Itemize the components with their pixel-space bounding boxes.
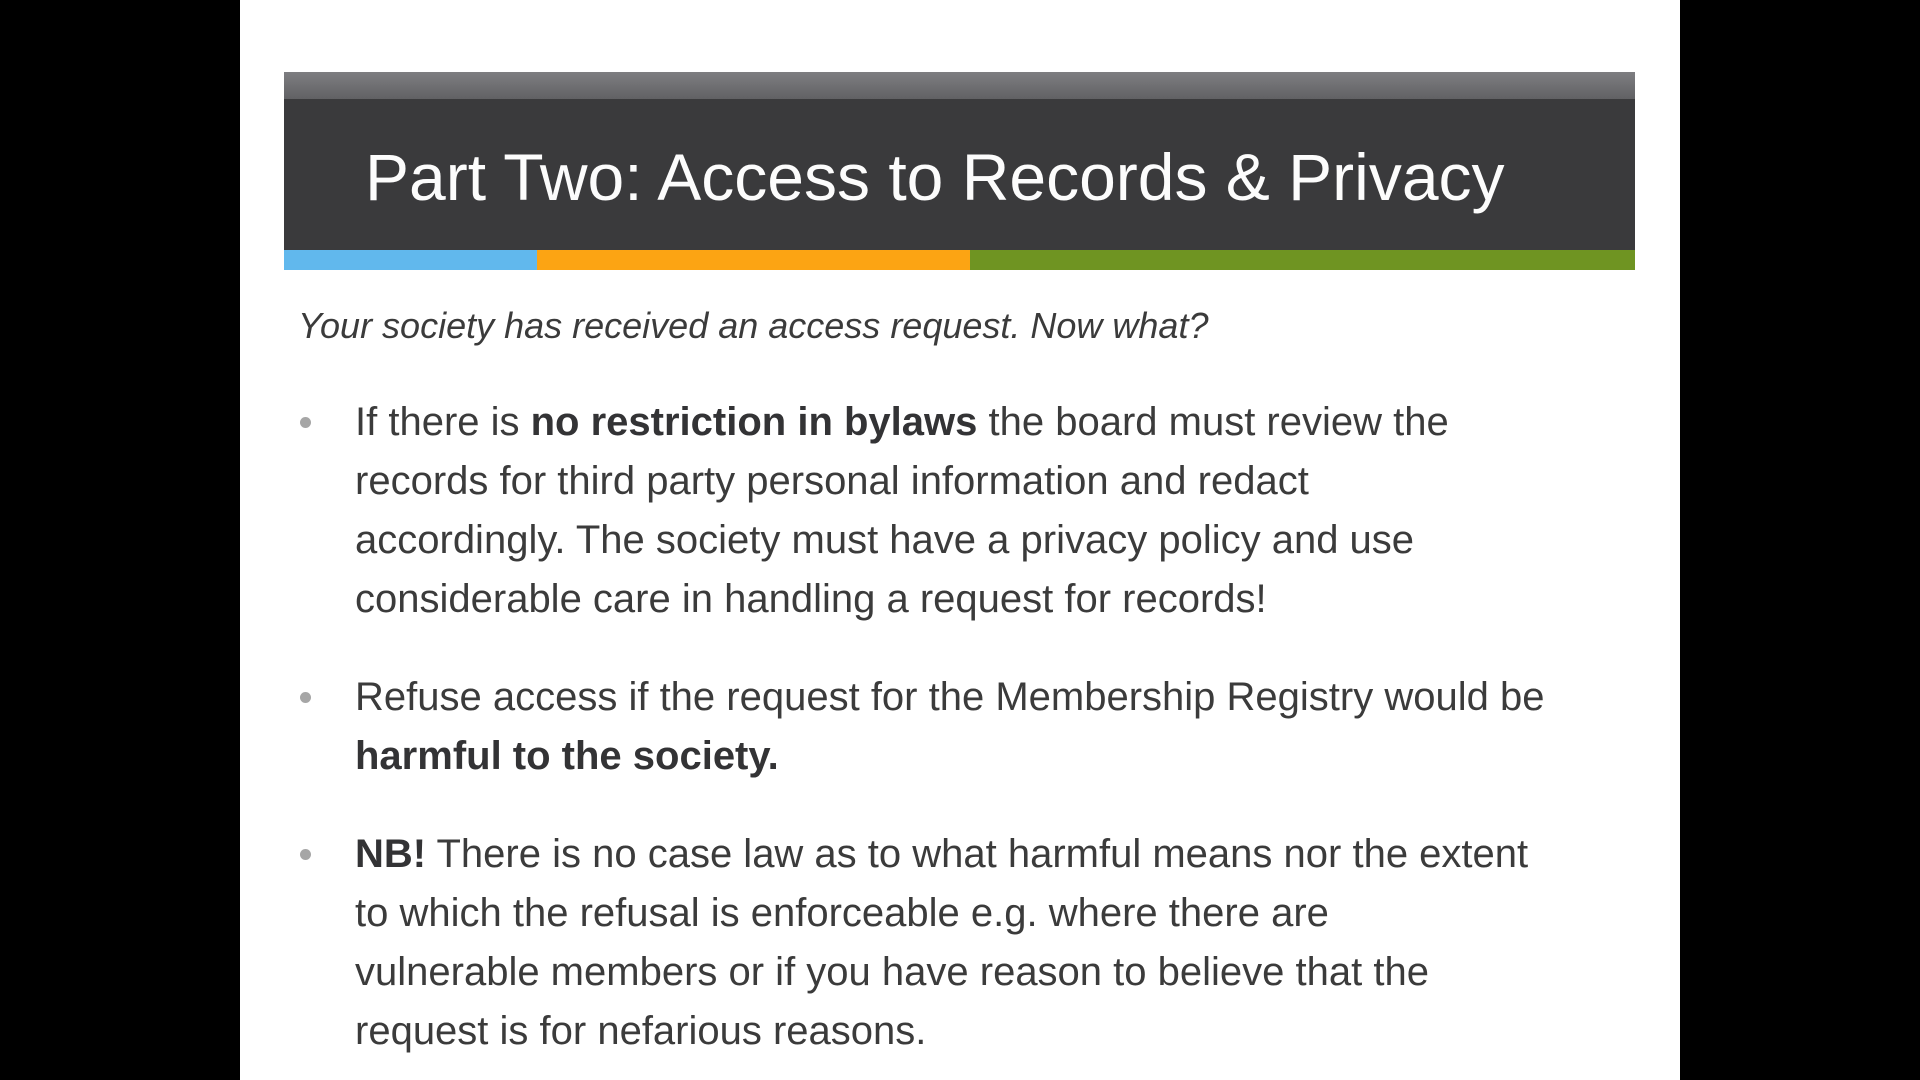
intro-line: Your society has received an access request. Now what? <box>298 305 1209 346</box>
header-accent-strip <box>284 72 1635 99</box>
bullet-dot <box>300 417 311 428</box>
bullet-item-2 <box>240 668 1680 786</box>
bullet-dot <box>300 849 311 860</box>
bullet-list <box>240 393 1680 1080</box>
text-segment: records for third party personal information and redact <box>355 459 1309 503</box>
accent-stripe <box>284 250 1635 270</box>
text-segment-bold: no restriction in bylaws <box>530 400 978 444</box>
bullet-line <box>355 825 1680 884</box>
text-segment: the board must review the <box>977 400 1449 444</box>
letterbox-right <box>1680 0 1920 1080</box>
text-segment: There is no case law as to what harmful means nor the extent <box>426 832 1529 876</box>
slide <box>240 0 1680 1080</box>
bullet-line <box>355 393 1680 452</box>
bullet-line <box>355 452 1680 511</box>
text-segment: request is for nefarious reasons. <box>355 1009 927 1053</box>
bullet-line <box>355 943 1680 1002</box>
slide-title: Part Two: Access to Records & Privacy <box>365 140 1505 214</box>
text-segment: Refuse access if the request for the Membership Registry would be <box>355 675 1545 719</box>
text-segment: If there is <box>355 400 531 444</box>
text-segment-bold: harmful to the society. <box>355 734 779 778</box>
header-title-bar <box>284 99 1635 250</box>
text-segment: to which the refusal is enforceable e.g. where there are <box>355 891 1329 935</box>
bullet-dot <box>300 692 311 703</box>
accent-stripe-orange <box>537 250 970 270</box>
bullet-line <box>355 511 1680 570</box>
bullet-line <box>355 668 1680 727</box>
letterbox-left <box>0 0 240 1080</box>
accent-stripe-green <box>970 250 1635 270</box>
text-segment-bold: NB! <box>355 832 427 876</box>
bullet-line <box>355 727 1680 786</box>
text-segment: considerable care in handling a request for records! <box>355 577 1267 621</box>
slide-header <box>284 72 1635 270</box>
bullet-line <box>355 1002 1680 1061</box>
bullet-line <box>355 884 1680 943</box>
accent-stripe-blue <box>284 250 537 270</box>
text-segment: vulnerable members or if you have reason to believe that the <box>355 950 1429 994</box>
text-segment: accordingly. The society must have a privacy policy and use <box>355 518 1415 562</box>
bullet-item-1 <box>240 393 1680 629</box>
bullet-item-3 <box>240 825 1680 1061</box>
bullet-line <box>355 570 1680 629</box>
